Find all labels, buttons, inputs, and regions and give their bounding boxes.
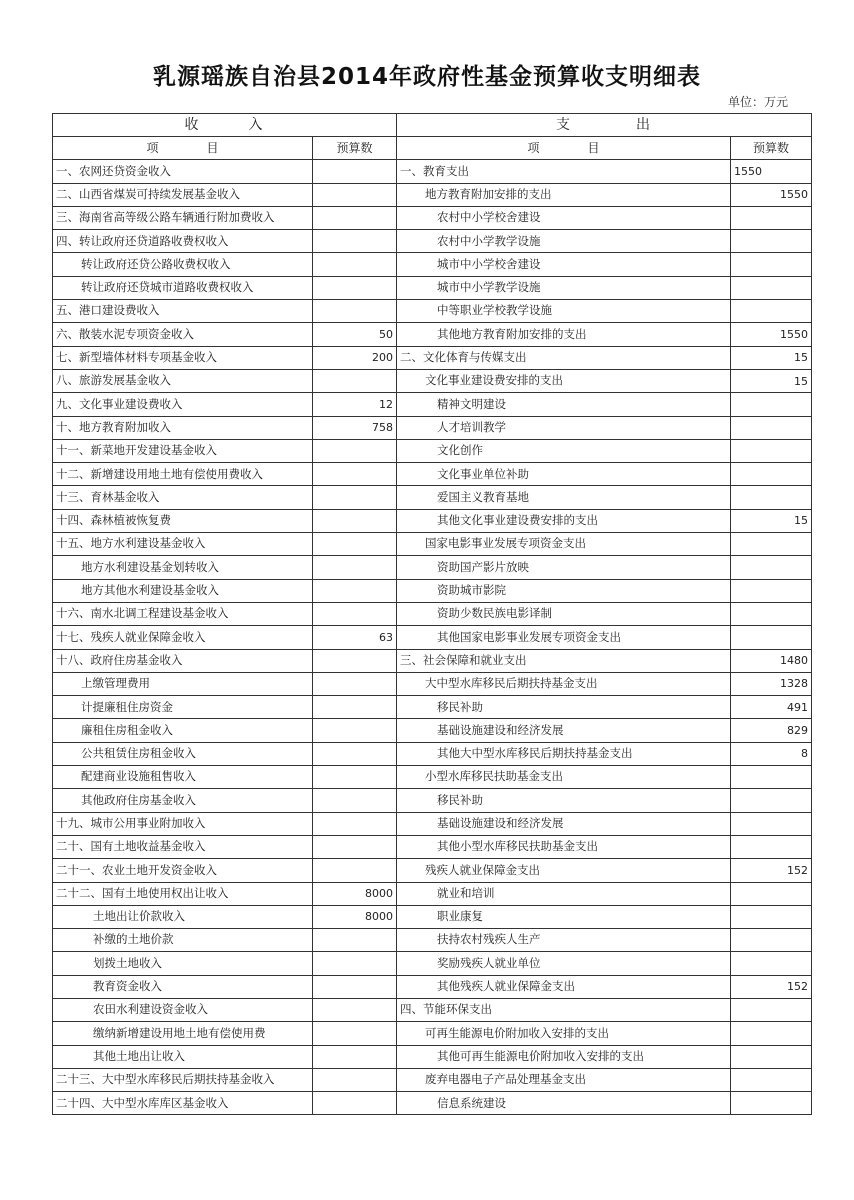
section-header-row <box>53 114 812 137</box>
table-row <box>53 952 812 975</box>
income-budget-value: 12 <box>313 393 397 416</box>
table-row <box>53 766 812 789</box>
expense-item-label: 可再生能源电价附加收入安排的支出 <box>397 1022 731 1045</box>
income-item-label: 农田水利建设资金收入 <box>53 998 313 1021</box>
income-item-label: 十四、森林植被恢复费 <box>53 509 313 532</box>
expense-budget-value <box>731 998 812 1021</box>
income-item-label: 教育资金收入 <box>53 975 313 998</box>
income-item-label: 十九、城市公用事业附加收入 <box>53 812 313 835</box>
expense-item-label: 其他小型水库移民扶助基金支出 <box>397 835 731 858</box>
income-budget-value <box>313 556 397 579</box>
income-budget-value <box>313 509 397 532</box>
income-budget-value: 8000 <box>313 905 397 928</box>
expense-item-label: 移民补助 <box>397 789 731 812</box>
expense-item-label: 文化创作 <box>397 439 731 462</box>
income-item-label: 其他政府住房基金收入 <box>53 789 313 812</box>
table-row <box>53 1092 812 1115</box>
expense-budget-value <box>731 952 812 975</box>
income-budget-value <box>313 1092 397 1115</box>
income-item-label: 一、农网还贷资金收入 <box>53 160 313 183</box>
income-budget-value: 200 <box>313 346 397 369</box>
income-budget-value <box>313 183 397 206</box>
expense-item-label: 爱国主义教育基地 <box>397 486 731 509</box>
income-item-label: 补缴的土地价款 <box>53 929 313 952</box>
table-row <box>53 509 812 532</box>
expense-item-label: 其他文化事业建设费安排的支出 <box>397 509 731 532</box>
table-row <box>53 1068 812 1091</box>
table-row <box>53 696 812 719</box>
table-row <box>53 183 812 206</box>
income-item-label: 十二、新增建设用地土地有偿使用费收入 <box>53 463 313 486</box>
expense-budget-value <box>731 789 812 812</box>
income-budget-value <box>313 998 397 1021</box>
table-row <box>53 602 812 625</box>
expense-item-label: 地方教育附加安排的支出 <box>397 183 731 206</box>
income-item-label: 二十四、大中型水库库区基金收入 <box>53 1092 313 1115</box>
table-row <box>53 160 812 183</box>
income-budget-value <box>313 369 397 392</box>
table-row <box>53 905 812 928</box>
table-row <box>53 1022 812 1045</box>
expense-item-label: 资助国产影片放映 <box>397 556 731 579</box>
income-budget-value <box>313 766 397 789</box>
column-header-row <box>53 137 812 160</box>
expense-item-label: 农村中小学校舍建设 <box>397 206 731 229</box>
income-budget-value <box>313 579 397 602</box>
table-row <box>53 719 812 742</box>
expense-item-label: 其他残疾人就业保障金支出 <box>397 975 731 998</box>
income-item-label: 上缴管理费用 <box>53 672 313 695</box>
income-budget-value <box>313 859 397 882</box>
income-header: 收 入 <box>53 114 397 137</box>
table-row <box>53 649 812 672</box>
expense-budget-value <box>731 1092 812 1115</box>
expense-item-label: 一、教育支出 <box>397 160 731 183</box>
income-item-label: 十八、政府住房基金收入 <box>53 649 313 672</box>
table-row <box>53 276 812 299</box>
expense-budget-value: 8 <box>731 742 812 765</box>
income-budget-value <box>313 602 397 625</box>
table-row <box>53 253 812 276</box>
income-budget-value <box>313 812 397 835</box>
table-row <box>53 882 812 905</box>
expense-item-label: 城市中小学教学设施 <box>397 276 731 299</box>
income-item-label: 公共租赁住房租金收入 <box>53 742 313 765</box>
table-row <box>53 486 812 509</box>
expense-item-label: 国家电影事业发展专项资金支出 <box>397 533 731 556</box>
income-item-label: 廉租住房租金收入 <box>53 719 313 742</box>
income-item-label: 五、港口建设费收入 <box>53 300 313 323</box>
expense-budget-value: 829 <box>731 719 812 742</box>
income-item-label: 十、地方教育附加收入 <box>53 416 313 439</box>
income-budget-value <box>313 719 397 742</box>
expense-item-label: 资助城市影院 <box>397 579 731 602</box>
expense-budget-value <box>731 1068 812 1091</box>
expense-budget-value <box>731 276 812 299</box>
income-item-label: 地方其他水利建设基金收入 <box>53 579 313 602</box>
income-budget-value <box>313 789 397 812</box>
income-budget-header: 预算数 <box>313 137 397 160</box>
income-budget-value <box>313 276 397 299</box>
income-item-label: 四、转让政府还贷道路收费权收入 <box>53 230 313 253</box>
table-row <box>53 789 812 812</box>
income-budget-value <box>313 160 397 183</box>
income-item-header: 项 目 <box>53 137 313 160</box>
expense-item-label: 大中型水库移民后期扶持基金支出 <box>397 672 731 695</box>
expense-item-label: 扶持农村残疾人生产 <box>397 929 731 952</box>
expense-budget-value <box>731 230 812 253</box>
income-item-label: 转让政府还贷城市道路收费权收入 <box>53 276 313 299</box>
expense-budget-value <box>731 766 812 789</box>
expense-budget-value <box>731 602 812 625</box>
expense-budget-value <box>731 393 812 416</box>
income-budget-value: 758 <box>313 416 397 439</box>
income-budget-value <box>313 835 397 858</box>
expense-budget-value <box>731 1022 812 1045</box>
income-budget-value <box>313 463 397 486</box>
expense-item-label: 城市中小学校舍建设 <box>397 253 731 276</box>
income-item-label: 配建商业设施租售收入 <box>53 766 313 789</box>
expense-budget-value <box>731 579 812 602</box>
expense-item-label: 三、社会保障和就业支出 <box>397 649 731 672</box>
expense-budget-value <box>731 533 812 556</box>
expense-item-label: 其他地方教育附加安排的支出 <box>397 323 731 346</box>
income-budget-value <box>313 742 397 765</box>
expense-item-label: 信息系统建设 <box>397 1092 731 1115</box>
income-item-label: 转让政府还贷公路收费权收入 <box>53 253 313 276</box>
expense-budget-value <box>731 416 812 439</box>
expense-item-label: 文化事业建设费安排的支出 <box>397 369 731 392</box>
income-item-label: 二十二、国有土地使用权出让收入 <box>53 882 313 905</box>
income-budget-value <box>313 206 397 229</box>
expense-budget-value <box>731 882 812 905</box>
expense-item-label: 基础设施建设和经济发展 <box>397 812 731 835</box>
income-item-label: 划拨土地收入 <box>53 952 313 975</box>
expense-item-label: 其他国家电影事业发展专项资金支出 <box>397 626 731 649</box>
table-row <box>53 416 812 439</box>
table-row <box>53 369 812 392</box>
table-row <box>53 463 812 486</box>
income-budget-value <box>313 486 397 509</box>
expense-item-header: 项 目 <box>397 137 731 160</box>
expense-item-label: 文化事业单位补助 <box>397 463 731 486</box>
expense-budget-value <box>731 206 812 229</box>
table-row <box>53 323 812 346</box>
table-row <box>53 672 812 695</box>
table-row <box>53 230 812 253</box>
income-item-label: 七、新型墙体材料专项基金收入 <box>53 346 313 369</box>
income-budget-value <box>313 1068 397 1091</box>
income-budget-value <box>313 230 397 253</box>
table-row <box>53 742 812 765</box>
expense-item-label: 中等职业学校教学设施 <box>397 300 731 323</box>
income-budget-value: 63 <box>313 626 397 649</box>
income-budget-value: 8000 <box>313 882 397 905</box>
expense-budget-value <box>731 812 812 835</box>
expense-item-label: 其他可再生能源电价附加收入安排的支出 <box>397 1045 731 1068</box>
income-item-label: 缴纳新增建设用地土地有偿使用费 <box>53 1022 313 1045</box>
income-budget-value <box>313 1022 397 1045</box>
income-item-label: 土地出让价款收入 <box>53 905 313 928</box>
income-item-label: 八、旅游发展基金收入 <box>53 369 313 392</box>
expense-header: 支 出 <box>397 114 812 137</box>
income-item-label: 二十一、农业土地开发资金收入 <box>53 859 313 882</box>
expense-budget-value: 152 <box>731 975 812 998</box>
page-title: 乳源瑶族自治县2014年政府性基金预算收支明细表 <box>152 64 701 90</box>
expense-budget-value: 152 <box>731 859 812 882</box>
expense-budget-value: 1550 <box>731 160 812 183</box>
expense-item-label: 农村中小学教学设施 <box>397 230 731 253</box>
expense-budget-value: 1550 <box>731 323 812 346</box>
expense-budget-value: 491 <box>731 696 812 719</box>
table-row <box>53 859 812 882</box>
expense-item-label: 资助少数民族电影译制 <box>397 602 731 625</box>
income-budget-value <box>313 649 397 672</box>
expense-budget-value: 1328 <box>731 672 812 695</box>
income-budget-value <box>313 952 397 975</box>
expense-budget-value <box>731 929 812 952</box>
table-row <box>53 556 812 579</box>
expense-budget-value <box>731 253 812 276</box>
table-row <box>53 835 812 858</box>
table-row <box>53 206 812 229</box>
expense-item-label: 小型水库移民扶助基金支出 <box>397 766 731 789</box>
expense-item-label: 废弃电器电子产品处理基金支出 <box>397 1068 731 1091</box>
income-item-label: 九、文化事业建设费收入 <box>53 393 313 416</box>
income-item-label: 二十、国有土地收益基金收入 <box>53 835 313 858</box>
income-budget-value <box>313 975 397 998</box>
income-budget-value: 50 <box>313 323 397 346</box>
expense-item-label: 基础设施建设和经济发展 <box>397 719 731 742</box>
income-budget-value <box>313 253 397 276</box>
expense-item-label: 二、文化体育与传媒支出 <box>397 346 731 369</box>
expense-budget-value: 15 <box>731 346 812 369</box>
expense-budget-header: 预算数 <box>731 137 812 160</box>
income-budget-value <box>313 929 397 952</box>
table-row <box>53 975 812 998</box>
income-budget-value <box>313 696 397 719</box>
expense-budget-value <box>731 626 812 649</box>
table-row <box>53 1045 812 1068</box>
table-row <box>53 929 812 952</box>
expense-item-label: 四、节能环保支出 <box>397 998 731 1021</box>
income-item-label: 二十三、大中型水库移民后期扶持基金收入 <box>53 1068 313 1091</box>
table-row <box>53 626 812 649</box>
expense-item-label: 移民补助 <box>397 696 731 719</box>
expense-item-label: 人才培训教学 <box>397 416 731 439</box>
income-item-label: 十五、地方水利建设基金收入 <box>53 533 313 556</box>
budget-table <box>52 113 812 1115</box>
table-row <box>53 300 812 323</box>
table-row <box>53 812 812 835</box>
table-row <box>53 579 812 602</box>
income-item-label: 计提廉租住房资金 <box>53 696 313 719</box>
expense-budget-value <box>731 905 812 928</box>
income-budget-value <box>313 1045 397 1068</box>
income-item-label: 十三、育林基金收入 <box>53 486 313 509</box>
income-item-label: 地方水利建设基金划转收入 <box>53 556 313 579</box>
table-row <box>53 998 812 1021</box>
expense-budget-value <box>731 300 812 323</box>
expense-item-label: 残疾人就业保障金支出 <box>397 859 731 882</box>
income-item-label: 十六、南水北调工程建设基金收入 <box>53 602 313 625</box>
income-item-label: 十七、残疾人就业保障金收入 <box>53 626 313 649</box>
expense-budget-value <box>731 1045 812 1068</box>
expense-item-label: 奖励残疾人就业单位 <box>397 952 731 975</box>
expense-item-label: 就业和培训 <box>397 882 731 905</box>
unit-label: 单位：万元 <box>727 95 788 109</box>
income-budget-value <box>313 300 397 323</box>
expense-item-label: 精神文明建设 <box>397 393 731 416</box>
expense-budget-value <box>731 486 812 509</box>
expense-budget-value: 15 <box>731 369 812 392</box>
table-row <box>53 393 812 416</box>
income-item-label: 六、散装水泥专项资金收入 <box>53 323 313 346</box>
income-item-label: 二、山西省煤炭可持续发展基金收入 <box>53 183 313 206</box>
income-item-label: 十一、新菜地开发建设基金收入 <box>53 439 313 462</box>
expense-budget-value: 1480 <box>731 649 812 672</box>
table-row <box>53 439 812 462</box>
expense-budget-value <box>731 439 812 462</box>
income-budget-value <box>313 533 397 556</box>
income-budget-value <box>313 672 397 695</box>
table-row <box>53 533 812 556</box>
expense-budget-value: 15 <box>731 509 812 532</box>
expense-budget-value <box>731 835 812 858</box>
expense-item-label: 职业康复 <box>397 905 731 928</box>
expense-item-label: 其他大中型水库移民后期扶持基金支出 <box>397 742 731 765</box>
income-item-label: 其他土地出让收入 <box>53 1045 313 1068</box>
table-row <box>53 346 812 369</box>
expense-budget-value <box>731 556 812 579</box>
income-budget-value <box>313 439 397 462</box>
expense-budget-value: 1550 <box>731 183 812 206</box>
income-item-label: 三、海南省高等级公路车辆通行附加费收入 <box>53 206 313 229</box>
expense-budget-value <box>731 463 812 486</box>
